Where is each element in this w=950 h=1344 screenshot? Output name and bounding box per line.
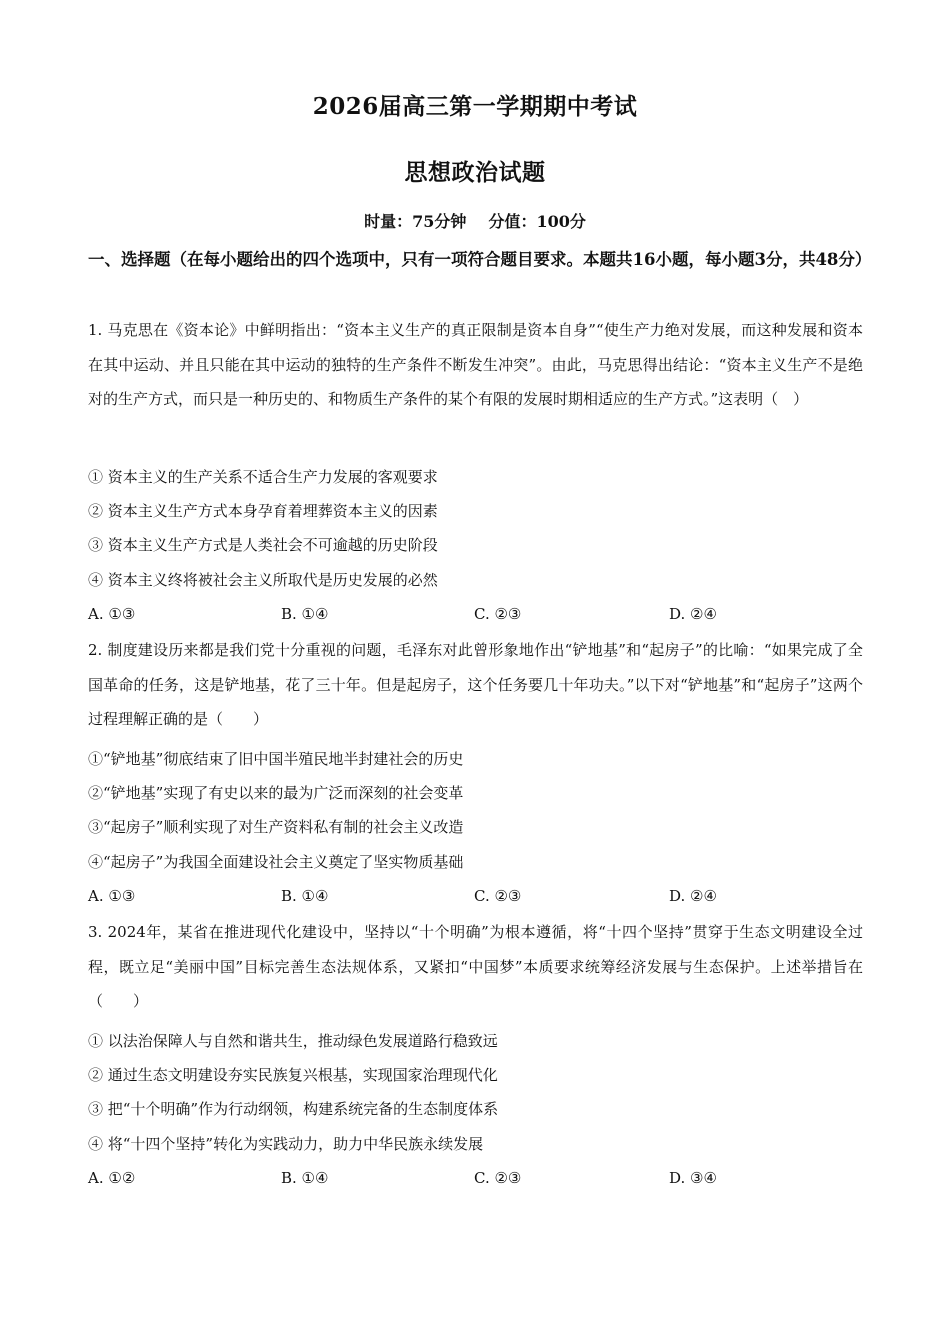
question-2-option-c[interactable]: C. ②③ — [474, 887, 522, 905]
question-1-item-1: ① 资本主义的生产关系不适合生产力发展的客观要求 — [88, 468, 438, 486]
question-1-stem: 1. 马克思在《资本论》中鲜明指出：“资本主义生产的真正限制是资本自身”“使生产力绝对发展，而这种发展和资本在其中运动、并且只能在其中运动的独特的生产条件不断发生冲突”。由此，马克思得出结论：“资本主义生产不是绝对的生产方式，而只是一种历史的、和物质生产条件的某个有限的发展时期相适应的生产方式。”这表明（ ） — [88, 321, 863, 408]
question-2-item-2: ②“铲地基”实现了有史以来的最为广泛而深刻的社会变革 — [88, 784, 464, 802]
question-3-option-c[interactable]: C. ②③ — [474, 1169, 522, 1187]
question-2-item-3: ③“起房子”顺利实现了对生产资料私有制的社会主义改造 — [88, 818, 464, 836]
question-1-options — [88, 604, 868, 624]
question-3-item-3: ③ 把“十个明确”作为行动纲领，构建系统完备的生态制度体系 — [88, 1100, 499, 1118]
question-2-stem: 2. 制度建设历来都是我们党十分重视的问题，毛泽东对此曾形象地作出“铲地基”和“起房子”的比喻：“如果完成了全国革命的任务，这是铲地基，花了三十年。但是起房子，这个任务要几十年功夫。”以下对“铲地基”和“起房子”这两个过程理解正确的是（ ） — [88, 641, 863, 728]
question-3-option-a[interactable]: A. ①② — [88, 1169, 136, 1187]
question-2-options — [88, 886, 868, 906]
question-2-option-a[interactable]: A. ①③ — [88, 887, 136, 905]
question-1-item-4: ④ 资本主义终将被社会主义所取代是历史发展的必然 — [88, 571, 438, 589]
question-3-item-2: ② 通过生态文明建设夯实民族复兴根基，实现国家治理现代化 — [88, 1066, 498, 1084]
question-1-item-2: ② 资本主义生产方式本身孕育着埋葬资本主义的因素 — [88, 502, 438, 520]
question-3-item-1: ① 以法治保障人与自然和谐共生，推动绿色发展道路行稳致远 — [88, 1032, 498, 1050]
question-1-option-c[interactable]: C. ②③ — [474, 605, 522, 623]
section-heading: 一、选择题（在每小题给出的四个选项中，只有一项符合题目要求。本题共16小题，每小题3分，共48分） — [88, 250, 872, 269]
question-2-option-d[interactable]: D. ②④ — [669, 887, 717, 905]
exam-duration: 时量：75分钟 — [364, 212, 467, 231]
exam-title: 2026届高三第一学期期中考试 — [312, 93, 638, 120]
question-1-item-3: ③ 资本主义生产方式是人类社会不可逾越的历史阶段 — [88, 536, 438, 554]
question-1-option-a[interactable]: A. ①③ — [88, 605, 136, 623]
question-3-option-b[interactable]: B. ①④ — [281, 1169, 329, 1187]
question-2-option-b[interactable]: B. ①④ — [281, 887, 329, 905]
question-1-option-b[interactable]: B. ①④ — [281, 605, 329, 623]
exam-score: 分值：100分 — [488, 212, 586, 231]
question-2-item-1: ①“铲地基”彻底结束了旧中国半殖民地半封建社会的历史 — [88, 750, 464, 768]
question-3-stem: 3. 2024年，某省在推进现代化建设中，坚持以“十个明确”为根本遵循，将“十四个坚持”贯穿于生态文明建设全过程，既立足“美丽中国”目标完善生态法规体系，又紧扣“中国梦”本质要求统筹经济发展与生态保护。上述举措旨在（ ） — [88, 923, 863, 1010]
question-3-options — [88, 1168, 868, 1188]
question-3-option-d[interactable]: D. ③④ — [669, 1169, 717, 1187]
question-2-item-4: ④“起房子”为我国全面建设社会主义奠定了坚实物质基础 — [88, 853, 464, 871]
exam-meta — [0, 209, 950, 232]
question-3-item-4: ④ 将“十四个坚持”转化为实践动力，助力中华民族永续发展 — [88, 1135, 484, 1153]
question-1-option-d[interactable]: D. ②④ — [669, 605, 717, 623]
exam-subject: 思想政治试题 — [404, 159, 546, 186]
